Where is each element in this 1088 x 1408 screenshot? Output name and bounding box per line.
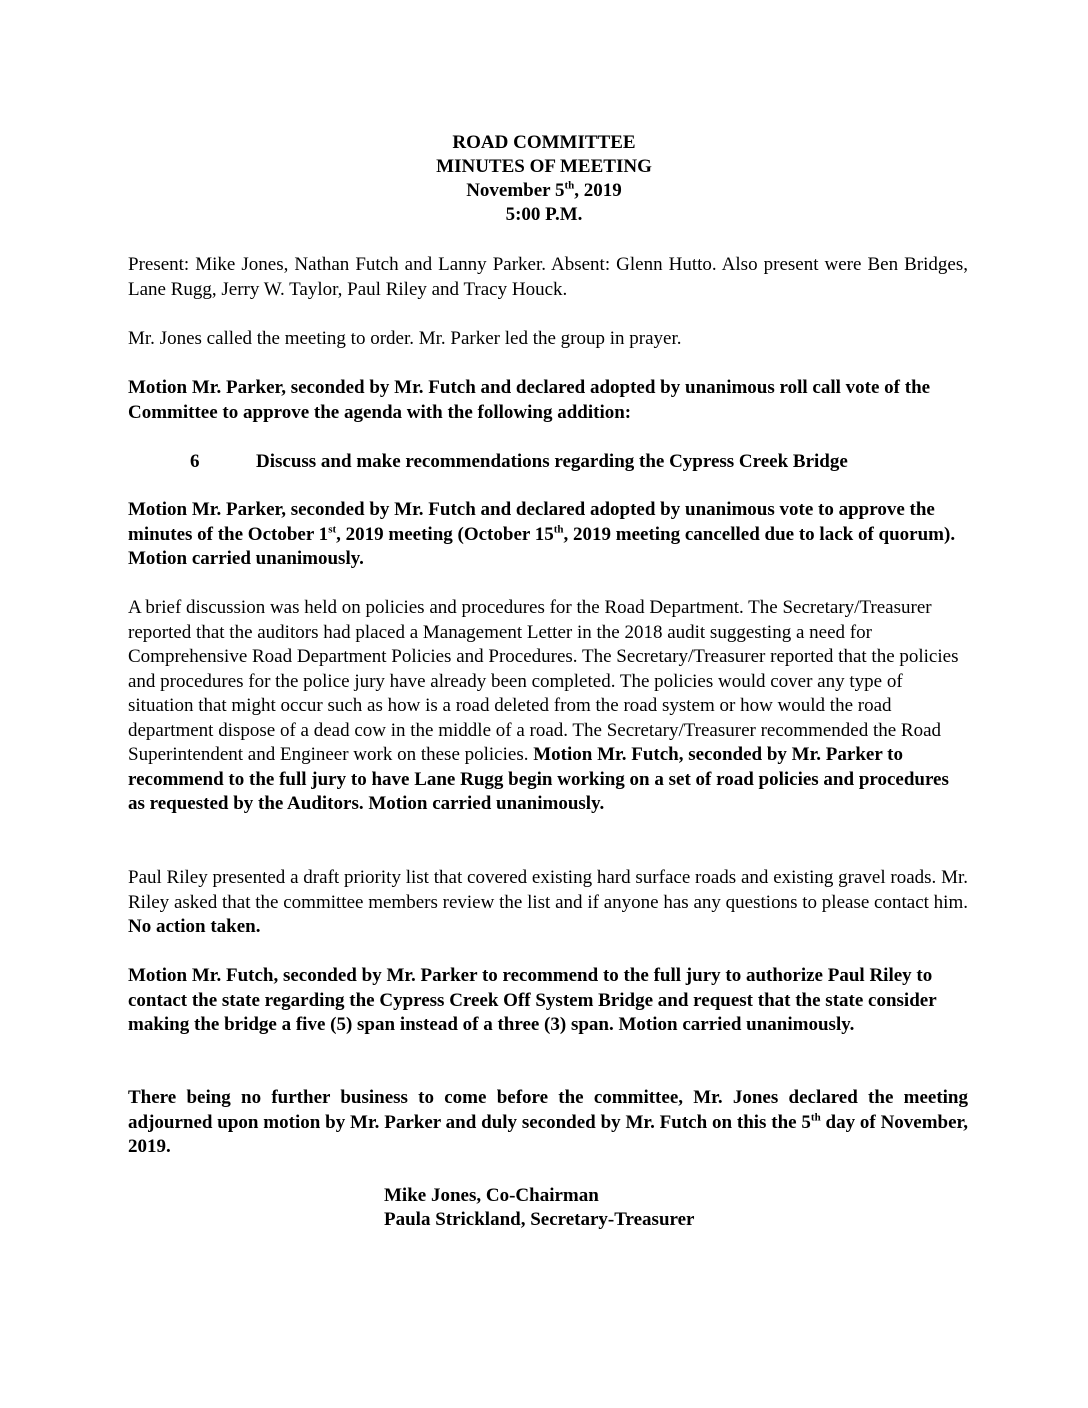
attendance-paragraph: Present: Mike Jones, Nathan Futch and Lanny Parker. Absent: Glenn Hutto. Also present were Ben Bridges, Lane Rugg, Jerry W. Taylor, Paul Riley and Tracy Houck. bbox=[128, 254, 968, 300]
call-to-order-paragraph: Mr. Jones called the meeting to order. Mr. Parker led the group in prayer. bbox=[128, 328, 682, 349]
priority-list-action: No action taken. bbox=[128, 916, 261, 937]
policies-paragraph bbox=[128, 596, 968, 817]
meeting-date: November 5th, 2019 bbox=[466, 179, 622, 201]
priority-list-text: Paul Riley presented a draft priority list that covered existing hard surface roads and existing gravel roads. Mr. Riley asked that the committee members review the list and if anyone has any questions to please contact him. bbox=[128, 867, 968, 913]
adjournment-paragraph: There being no further business to come before the committee, Mr. Jones declared the meeting adjourned upon motion by Mr. Parker and duly seconded by Mr. Futch on this the 5th day of November, 2019. bbox=[128, 1087, 968, 1157]
document-title: ROAD COMMITTEE bbox=[452, 132, 636, 153]
signature-secretary: Paula Strickland, Secretary-Treasurer bbox=[384, 1209, 695, 1230]
document-header bbox=[0, 131, 1088, 227]
priority-list-paragraph bbox=[128, 866, 968, 940]
policies-discussion-text: A brief discussion was held on policies and procedures for the Road Department. The Secretary/Treasurer reported that the auditors had placed a Management Letter in the 2018 audit suggesting a need for Comprehensive Road Department Policies and Procedures. The Secretary/Treasurer reported that the policies and procedures for the police jury have already been completed. The policies would cover any type of situation that might occur such as how is a road deleted from the road system or how would the road department dispose of a dead cow in the middle of a road. The Secretary/Treasurer recommended the Road Superintendent and Engineer work on these policies. bbox=[128, 597, 959, 765]
agenda-addition-item bbox=[190, 450, 848, 474]
agenda-item-text: Discuss and make recommendations regarding the Cypress Creek Bridge bbox=[256, 451, 848, 472]
motion-agenda-paragraph: Motion Mr. Parker, seconded by Mr. Futch and declared adopted by unanimous roll call vote of the Committee to approve the agenda with the following addition: bbox=[128, 377, 931, 423]
document-subtitle: MINUTES OF MEETING bbox=[436, 156, 652, 177]
motion-minutes-paragraph: Motion Mr. Parker, seconded by Mr. Futch and declared adopted by unanimous vote to approve the minutes of the October 1st, 2019 meeting (October 15th, 2019 meeting cancelled due to lack of quorum). Motion carried unanimously. bbox=[128, 499, 956, 569]
policies-motion-text: Motion Mr. Futch, seconded by Mr. Parker to recommend to the full jury to have Lane Rugg begin working on a set of road policies and procedures as requested by the Auditors. Motion carried unanimously. bbox=[128, 744, 949, 814]
agenda-item-number: 6 bbox=[190, 451, 200, 472]
signature-block bbox=[384, 1184, 694, 1232]
signature-chairman: Mike Jones, Co-Chairman bbox=[384, 1185, 599, 1206]
meeting-time: 5:00 P.M. bbox=[505, 204, 583, 225]
motion-bridge-paragraph: Motion Mr. Futch, seconded by Mr. Parker to recommend to the full jury to authorize Paul Riley to contact the state regarding the Cypress Creek Off System Bridge and request that the state consider making the bridge a five (5) span instead of a three (3) span. Motion carried unanimously. bbox=[128, 965, 937, 1035]
